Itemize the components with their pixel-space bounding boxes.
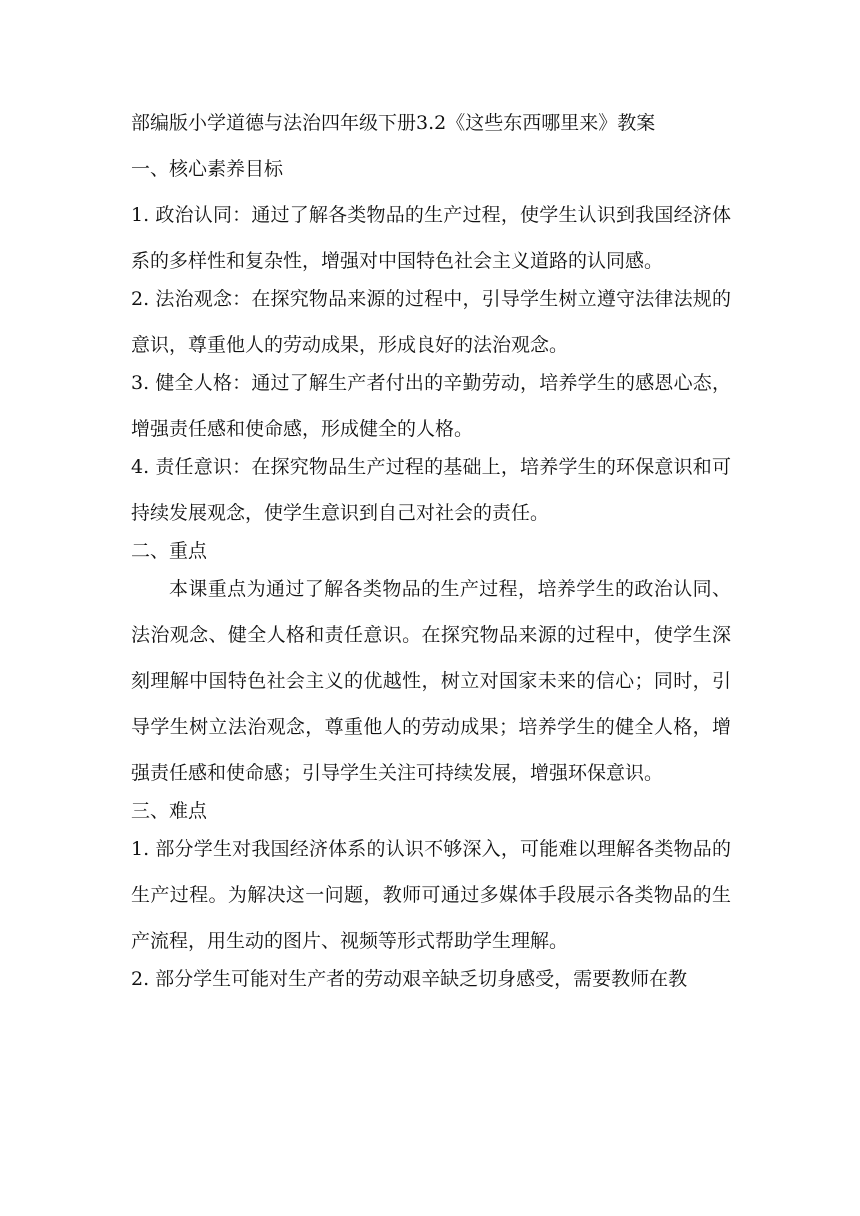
section-heading-key-points: 二、重点 bbox=[131, 540, 208, 562]
section-heading-difficulties: 三、难点 bbox=[131, 800, 208, 822]
goal-item-responsibility: 4. 责任意识：在探究物品生产过程的基础上，培养学生的环保意识和可持续发展观念，使学生意识到自己对社会的责任。 bbox=[131, 456, 731, 524]
document-page bbox=[131, 108, 731, 1002]
goal-item-personality: 3. 健全人格：通过了解生产者付出的辛勤劳动，培养学生的感恩心态，增强责任感和使命感，形成健全的人格。 bbox=[131, 372, 731, 440]
document-title: 部编版小学道德与法治四年级下册3.2《这些东西哪里来》教案 bbox=[131, 112, 656, 134]
goal-item-political: 1. 政治认同：通过了解各类物品的生产过程，使学生认识到我国经济体系的多样性和复杂性，增强对中国特色社会主义道路的认同感。 bbox=[131, 204, 731, 272]
difficulty-item-1: 1. 部分学生对我国经济体系的认识不够深入，可能难以理解各类物品的生产过程。为解决这一问题，教师可通过多媒体手段展示各类物品的生产流程，用生动的图片、视频等形式帮助学生理解。 bbox=[131, 838, 731, 952]
section-heading-goals: 一、核心素养目标 bbox=[131, 158, 284, 180]
goal-item-law: 2. 法治观念：在探究物品来源的过程中，引导学生树立遵守法律法规的意识，尊重他人的劳动成果，形成良好的法治观念。 bbox=[131, 288, 731, 356]
key-points-paragraph: 本课重点为通过了解各类物品的生产过程，培养学生的政治认同、法治观念、健全人格和责任意识。在探究物品来源的过程中，使学生深刻理解中国特色社会主义的优越性，树立对国家未来的信心；同时，引导学生树立法治观念，尊重他人的劳动成果；培养学生的健全人格，增强责任感和使命感；引导学生关注可持续发展，增强环保意识。 bbox=[131, 578, 731, 784]
difficulty-item-2: 2. 部分学生可能对生产者的劳动艰辛缺乏切身感受，需要教师在教 bbox=[131, 968, 688, 990]
